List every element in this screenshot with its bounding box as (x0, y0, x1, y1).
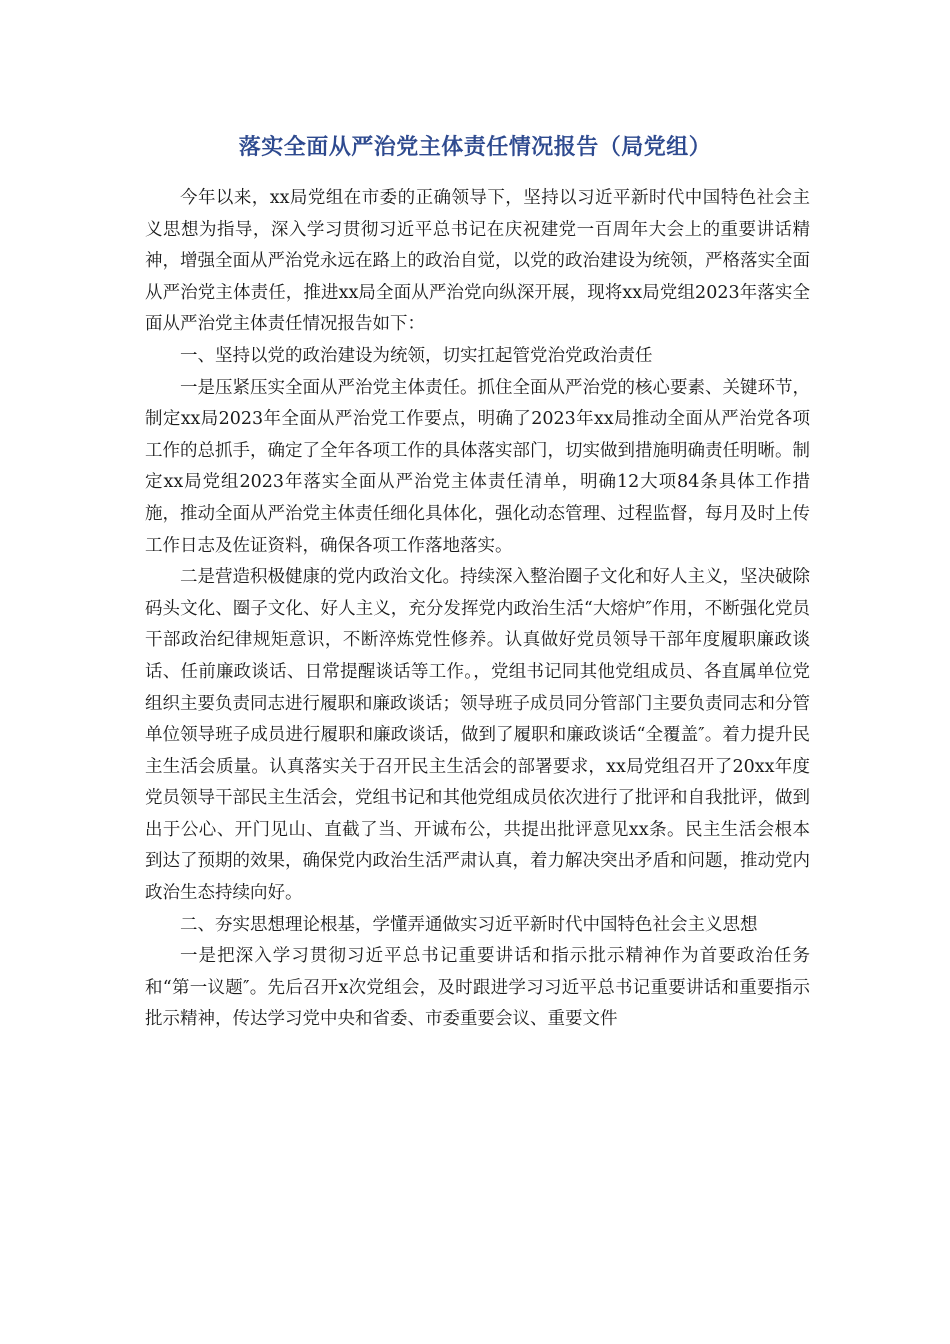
document-title: 落实全面从严治党主体责任情况报告（局党组） (238, 135, 712, 160)
section-heading-2: 二、夯实思想理论根基，学懂弄通做实习近平新时代中国特色社会主义思想 (180, 914, 758, 935)
paragraph-study: 一是把深入学习贯彻习近平总书记重要讲话和指示批示精神作为首要政治任务和“第一议题″。先后召开x次党组会，及时跟进学习习近平总书记重要讲话和重要指示批示精神，传达学习党中央和省委、市委重要会议、重要文件 (145, 946, 810, 1030)
paragraph-intro: 今年以来，xx局党组在市委的正确领导下，坚持以习近平新时代中国特色社会主义思想为指导，深入学习贯彻习近平总书记在庆祝建党一百周年大会上的重要讲话精神，增强全面从严治党永远在路上的政治自觉，以党的政治建设为统领，严格落实全面从严治党主体责任，推进xx局全面从严治党向纵深开展，现将xx局党组2023年落实全面从严治党主体责任情况报告如下： (145, 188, 810, 335)
paragraph-responsibility: 一是压紧压实全面从严治党主体责任。抓住全面从严治党的核心要素、关键环节，制定xx局2023年全面从严治党工作要点，明确了2023年xx局推动全面从严治党各项工作的总抓手，确定了全年各项工作的具体落实部门，切实做到措施明确责任明晰。制定xx局党组2023年落实全面从严治党主体责任清单，明确12大项84条具体工作措施，推动全面从严治党主体责任细化具体化，强化动态管理、过程监督，每月及时上传工作日志及佐证资料，确保各项工作落地落实。 (145, 377, 810, 556)
paragraph-political-culture: 二是营造积极健康的党内政治文化。持续深入整治圈子文化和好人主义，坚决破除码头文化、圈子文化、好人主义，充分发挥党内政治生活“大熔炉″作用，不断强化党员干部政治纪律规矩意识，不断淬炼党性修养。认真做好党员领导干部年度履职廉政谈话、任前廉政谈话、日常提醒谈话等工作。，党组书记同其他党组成员、各直属单位党组织主要负责同志进行履职和廉政谈话；领导班子成员同分管部门主要负责同志和分管单位领导班子成员进行履职和廉政谈话，做到了履职和廉政谈话“全覆盖″。着力提升民主生活会质量。认真落实关于召开民主生活会的部署要求，xx局党组召开了20xx年度党员领导干部民主生活会，党组书记和其他党组成员依次进行了批评和自我批评，做到出于公心、开门见山、直截了当、开诚布公，共提出批评意见xx条。民主生活会根本到达了预期的效果，确保党内政治生活严肃认真，着力解决突出矛盾和问题，推动党内政治生态持续向好。 (145, 567, 810, 904)
document-body (145, 183, 810, 1036)
section-heading-1: 一、坚持以党的政治建设为统领，切实扛起管党治党政治责任 (180, 345, 653, 366)
